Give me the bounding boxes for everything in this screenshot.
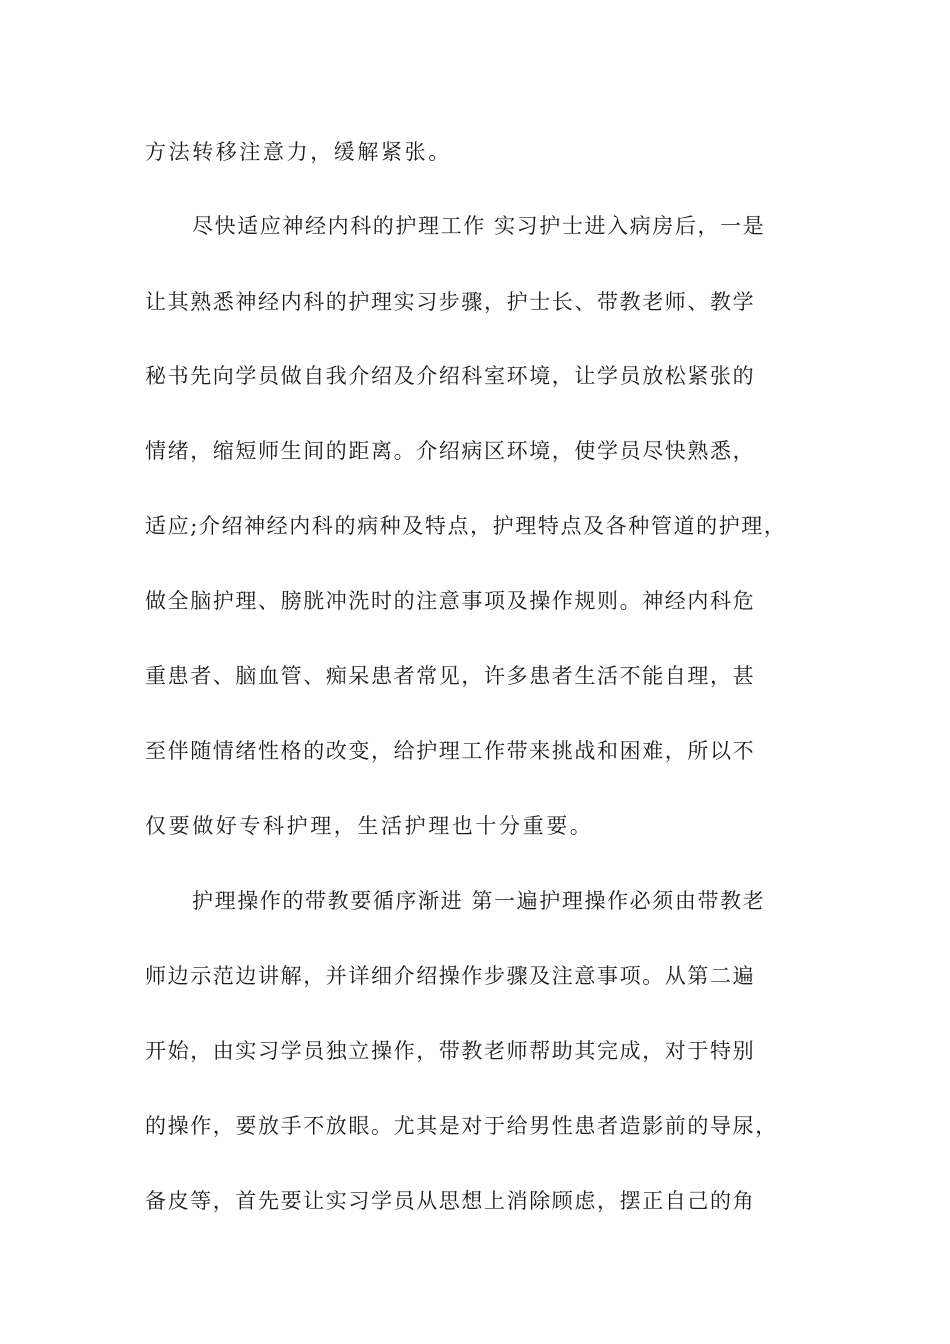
text-line: 重患者、脑血管、痴呆患者常见，许多患者生活不能自理，甚: [145, 664, 756, 688]
paragraph-heading-line: 护理操作的带教要循序渐进 第一遍护理操作必须由带教老: [192, 889, 766, 913]
text-line: 方法转移注意力，缓解紧张。: [145, 140, 452, 164]
text-line: 开始，由实习学员独立操作，带教老师帮助其完成，对于特别: [145, 1039, 756, 1063]
text-line: 做全脑护理、膀胱冲洗时的注意事项及操作规则。神经内科危: [145, 589, 756, 613]
text-line: 情绪，缩短师生间的距离。介绍病区环境，使学员尽快熟悉，: [145, 439, 756, 463]
text-line: 仅要做好专科护理，生活护理也十分重要。: [145, 814, 594, 838]
text-line: 让其熟悉神经内科的护理实习步骤，护士长、带教老师、教学: [145, 290, 756, 314]
text-line: 备皮等，首先要让实习学员从思想上消除顾虑，摆正自己的角: [145, 1189, 756, 1213]
paragraph-heading-line: 尽快适应神经内科的护理工作 实习护士进入病房后，一是: [192, 214, 766, 238]
text-line: 至伴随情绪性格的改变，给护理工作带来挑战和困难，所以不: [145, 739, 756, 763]
text-line: 秘书先向学员做自我介绍及介绍科室环境，让学员放松紧张的: [145, 364, 756, 388]
text-line: 师边示范边讲解，并详细介绍操作步骤及注意事项。从第二遍: [145, 964, 756, 988]
text-line: 适应;介绍神经内科的病种及特点，护理特点及各种管道的护理，: [145, 514, 787, 538]
text-line: 的操作，要放手不放眼。尤其是对于给男性患者造影前的导尿，: [145, 1114, 778, 1138]
